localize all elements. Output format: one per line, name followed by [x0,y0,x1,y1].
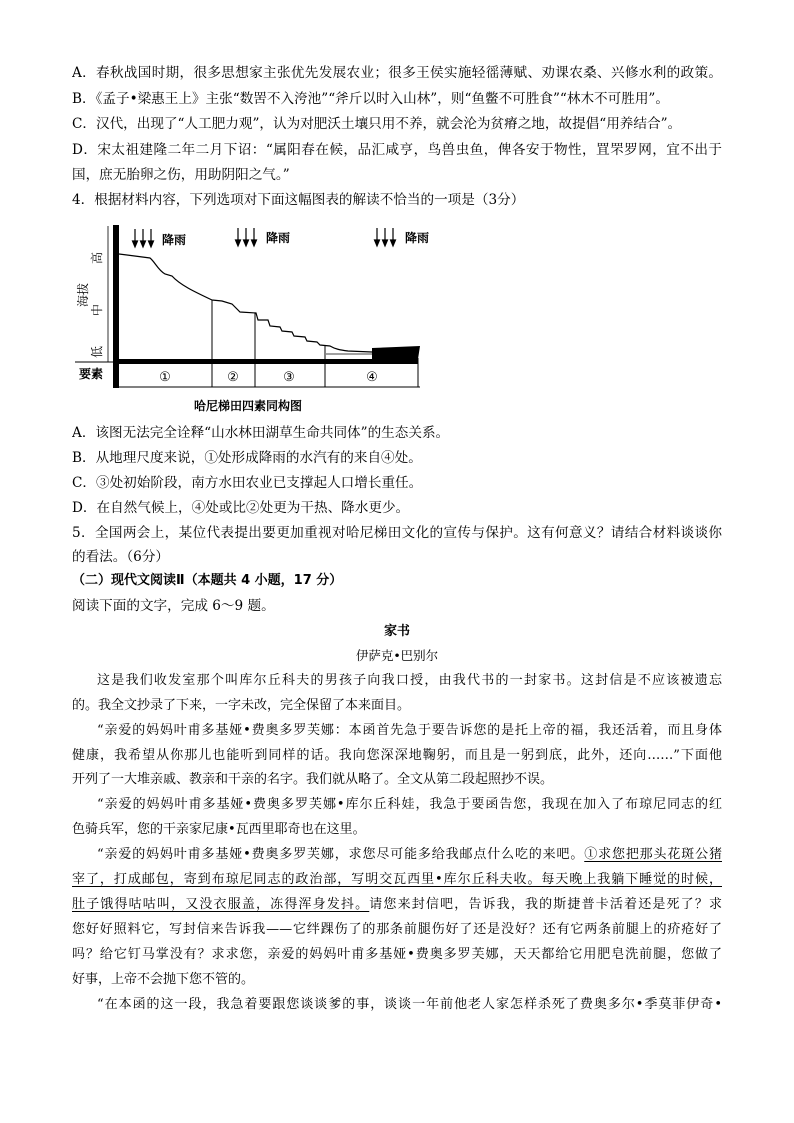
y-level-mid: 中 [90,303,104,317]
y-level-low: 低 [90,345,104,359]
zone-label-1: ① [159,370,171,385]
underlined-sentence-1: 肚子饿得咕咕叫，又没衣服盖，冻得浑身发抖。 [72,897,370,912]
passage-line: 您好好照料它，写封信来告诉我——它绊踝伤了的那条前腿伤好了还是没好？还有它两条前腿上的疥疮好了 [72,922,722,937]
y-level-high: 高 [90,251,104,265]
q3-option-d-line: 国，庶无胎卵之伤，用助阴阳之气。” [72,167,290,183]
passage-line: 吗？给它钉马掌没有？求求您，亲爱的妈妈叶甫多基娅•费奥多罗芙娜，天天都给它用肥皂洗前腿，您做了 [72,947,722,962]
passage-line [97,845,722,865]
passage-line: “亲爱的妈妈叶甫多基娅•费奥多罗芙娜：本函首先急于要告诉您的是托上帝的福，我还活着，而且身体 [97,723,722,738]
q4-option-b: B．从地理尺度来说，①处形成降雨的水汽有的来自④处。 [72,450,422,466]
passage-title: 家书 [383,624,410,639]
passage-line: 健康，我希望从你那儿也能听到同样的话。我向您深深地鞠躬，而且是一躬到底，此外，还向……”下面他 [72,748,722,763]
passage-line: “亲爱的妈妈叶甫多基娅•费奥多罗芙娜•库尔丘科娃，我急于要函告您，我现在加入了布琼尼同志的红 [97,797,722,812]
row-label: 要素 [78,367,104,381]
q5-line: 的看法。（6分） [72,549,170,565]
passage-line: 这是我们收发室那个叫库尔丘科夫的男孩子向我口授，由我代书的一封家书。这封信是不应该被遗忘 [97,673,722,688]
q4-option-a: A．该图无法完全诠释“山水林田湖草生命共同体”的生态关系。 [72,425,450,441]
section-instruction: 阅读下面的文字，完成 6～9 题。 [72,598,275,614]
q3-option-a: A．春秋战国时期，很多思想家主张优先发展农业；很多王侯实施轻徭薄赋、劝课农桑、兴修水利的政策。 [72,65,722,81]
q5-line: 5．全国两会上，某位代表提出要更加重视对哈尼梯田文化的宣传与保护。这有何意义？请结合材料谈谈你 [72,525,722,541]
passage-line: 的。我全文抄录了下来，一字未改，完全保留了本来面目。 [72,698,411,713]
q4-stem: 4．根据材料内容，下列选项对下面这幅图表的解读不恰当的一项是（3分） [72,192,525,208]
q4-option-c: C．③处初始阶段，南方水田农业已支撑起人口增长重任。 [72,475,423,491]
passage-line: “在本函的这一段，我急着要跟您谈谈爹的事，谈谈一年前他老人家怎样杀死了费奥多尔•季莫菲伊奇• [97,997,722,1012]
figure-caption: 哈尼梯田四素同构图 [193,399,302,413]
underlined-sentence-1: 宰了，打成邮包，寄到布琼尼同志的政治部，写明交瓦西里•库尔丘科夫收。每天晚上我躺下睡觉的时候， [72,872,722,887]
zone-label-4: ④ [366,370,378,385]
underlined-sentence-1: ①求您把那头花斑公猪 [584,847,722,862]
passage-text: 请您来封信吧，告诉我，我的斯捷普卡活着还是死了？求 [369,897,722,912]
hani-terrace-diagram [70,215,435,395]
passage-text: “亲爱的妈妈叶甫多基娅•费奥多罗芙娜，求您尽可能多给我邮点什么吃的来吧。 [97,847,585,862]
q3-option-d-line: D．宋太祖建隆二年二月下诏：“属阳春在候，品汇咸亨，鸟兽虫鱼，俾各安于物性，罝罘罗网，宜不出于 [72,142,722,158]
rain-arrows [375,228,396,246]
passage-line: 好事，上帝不会抛下您不管的。 [72,972,255,987]
rain-label: 降雨 [162,233,187,247]
y-axis-label: 海拔 [76,282,90,308]
rain-arrows [236,228,257,246]
rain-label: 降雨 [266,231,291,245]
rain-label: 降雨 [405,231,430,245]
zone-label-3: ③ [283,370,295,385]
passage-line: 色骑兵军，您的干亲家尼康•瓦西里耶奇也在这里。 [72,822,366,837]
terrain-profile [119,254,372,352]
zone-label-2: ② [227,370,239,385]
passage-author: 伊萨克•巴别尔 [355,648,439,663]
rain-arrows [133,229,154,247]
river-lake-shape [372,346,420,359]
section-heading: （二）现代文阅读Ⅱ（本题共 4 小题，17 分） [72,573,343,588]
base-bar [113,359,418,364]
passage-line [72,895,722,915]
passage-line: 开列了一大堆亲戚、教亲和干亲的名字。我们就从略了。全文从第二段起照抄不误。 [72,772,554,787]
passage-line [72,870,722,890]
q3-option-b: B．《孟子•梁惠王上》主张“数罟不入洿池”“斧斤以时入山林”，则“鱼鳖不可胜食”“林木不可胜用”。 [72,91,669,107]
q3-option-c: C．汉代，出现了“人工肥力观”，认为对肥沃土壤只用不养，就会沦为贫瘠之地，故提倡“用养结合”。 [72,116,682,132]
q4-option-d: D．在自然气候上，④处或比②处更为干热、降水更少。 [72,500,410,516]
